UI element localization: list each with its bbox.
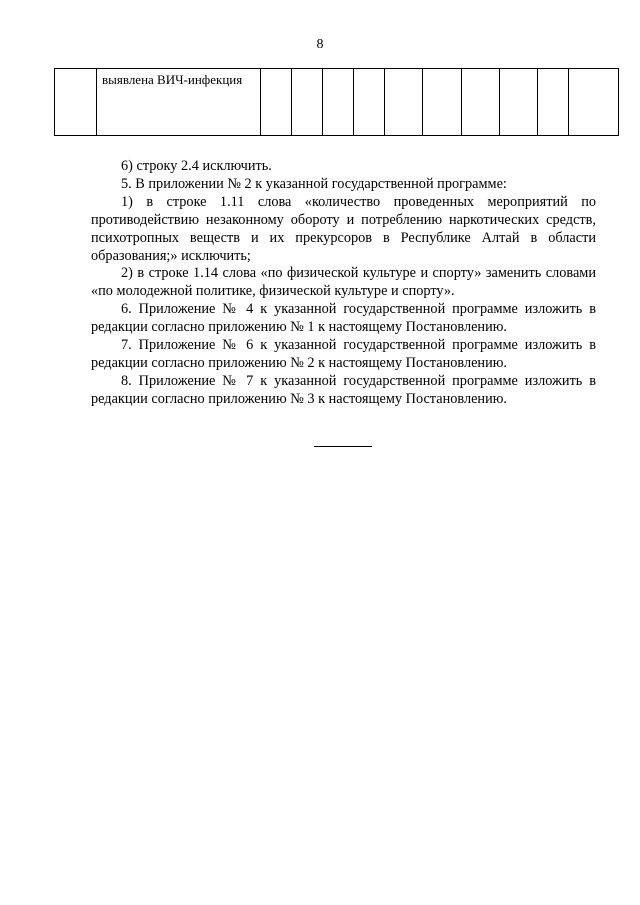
table-cell-value — [569, 69, 619, 136]
table-cell-value — [462, 69, 500, 136]
table-fragment — [54, 68, 619, 136]
table-cell-description — [97, 69, 261, 136]
table-cell-text: выявлена ВИЧ-инфекция — [102, 72, 243, 87]
closing-divider — [314, 446, 372, 447]
table-cell-value — [292, 69, 323, 136]
page-number: 8 — [316, 37, 324, 52]
paragraph: 8. Приложение № 7 к указанной государственной программе изложить в редакции согласно приложению № 3 к настоящему Постановлению. — [91, 372, 596, 407]
table-cell-value — [423, 69, 462, 136]
paragraph: 2) в строке 1.14 слова «по физической культуре и спорту» заменить словами «по молодежной политике, физической культуре и спорту». — [91, 265, 596, 300]
table-cell-value — [261, 69, 292, 136]
table-cell-index — [55, 69, 97, 136]
table-cell-value — [354, 69, 385, 136]
paragraph: 6) строку 2.4 исключить. — [121, 158, 272, 174]
document-body — [91, 158, 596, 409]
paragraph: 5. В приложении № 2 к указанной государственной программе: — [121, 175, 507, 192]
paragraph: 7. Приложение № 6 к указанной государственной программе изложить в редакции согласно приложению № 2 к настоящему Постановлению. — [91, 337, 596, 371]
table-cell-value — [538, 69, 569, 136]
paragraph: 1) в строке 1.11 слова «количество проведенных мероприятий по противодействию незаконному обороту и потреблению наркотических средств, психотропных веществ и их прекурсоров в Республике Алтай в области образования;» исключить; — [91, 193, 596, 264]
table-cell-value — [500, 69, 538, 136]
paragraph: 6. Приложение № 4 к указанной государственной программе изложить в редакции согласно приложению № 1 к настоящему Постановлению. — [91, 301, 596, 336]
table-row — [55, 69, 619, 136]
table-cell-value — [385, 69, 423, 136]
table-cell-value — [323, 69, 354, 136]
